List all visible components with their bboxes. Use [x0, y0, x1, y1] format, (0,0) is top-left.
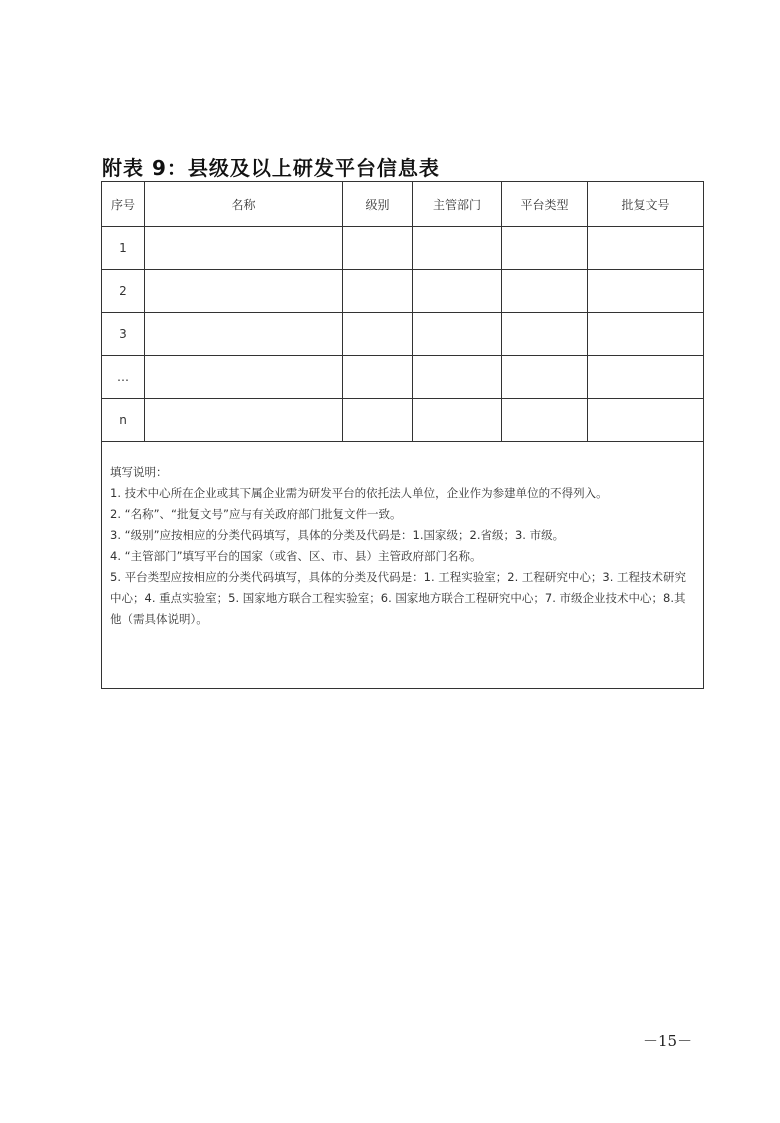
table-header-row — [102, 182, 704, 227]
header-index: 序号 — [102, 182, 145, 227]
header-approval-number: 批复文号 — [588, 182, 704, 227]
header-platform-type: 平台类型 — [502, 182, 588, 227]
cell-name — [145, 270, 343, 313]
cell-approval-number — [588, 270, 704, 313]
cell-approval-number — [588, 227, 704, 270]
cell-level — [343, 313, 413, 356]
row-index: 2 — [102, 270, 145, 313]
row-index: n — [102, 399, 145, 442]
note-item-4: 4. “主管部门”填写平台的国家（或省、区、市、县）主管政府部门名称。 — [110, 549, 482, 563]
cell-level — [343, 399, 413, 442]
note-item-2: 2. “名称”、“批复文号”应与有关政府部门批复文件一致。 — [110, 507, 402, 521]
table-row — [102, 227, 704, 270]
table-row — [102, 399, 704, 442]
header-department: 主管部门 — [413, 182, 502, 227]
cell-approval-number — [588, 313, 704, 356]
cell-level — [343, 270, 413, 313]
page-number: －15－ — [643, 1032, 693, 1050]
cell-department — [413, 399, 502, 442]
cell-department — [413, 227, 502, 270]
cell-department — [413, 313, 502, 356]
cell-name — [145, 356, 343, 399]
cell-department — [413, 356, 502, 399]
cell-name — [145, 227, 343, 270]
cell-name — [145, 313, 343, 356]
cell-level — [343, 227, 413, 270]
notes-heading: 填写说明： — [110, 465, 168, 479]
cell-level — [343, 356, 413, 399]
note-item-1: 1. 技术中心所在企业或其下属企业需为研发平台的依托法人单位，企业作为参建单位的不得列入。 — [110, 486, 608, 500]
cell-platform-type — [502, 313, 588, 356]
row-index: 3 — [102, 313, 145, 356]
note-item-3: 3. “级别”应按相应的分类代码填写，具体的分类及代码是：1.国家级；2.省级；3. 市级。 — [110, 528, 565, 542]
cell-platform-type — [502, 356, 588, 399]
header-name: 名称 — [145, 182, 343, 227]
row-index: … — [102, 356, 145, 399]
header-level: 级别 — [343, 182, 413, 227]
cell-approval-number — [588, 399, 704, 442]
row-index: 1 — [102, 227, 145, 270]
table-row — [102, 270, 704, 313]
platform-info-table — [101, 181, 704, 689]
cell-approval-number — [588, 356, 704, 399]
table-row — [102, 356, 704, 399]
note-item-5: 5. 平台类型应按相应的分类代码填写，具体的分类及代码是：1. 工程实验室；2. 工程研究中心；3. 工程技术研究中心；4. 重点实验室；5. 国家地方联合工程实验室；6. 国家地方联合工程研究中心；7. 市级企业技术中心；8.其他（需具体说明）。 — [110, 570, 687, 626]
cell-platform-type — [502, 227, 588, 270]
notes-row — [102, 442, 704, 689]
cell-name — [145, 399, 343, 442]
table-row — [102, 313, 704, 356]
cell-platform-type — [502, 399, 588, 442]
cell-platform-type — [502, 270, 588, 313]
filling-instructions — [102, 442, 704, 689]
page-title: 附表 9：县级及以上研发平台信息表 — [102, 156, 440, 180]
cell-department — [413, 270, 502, 313]
